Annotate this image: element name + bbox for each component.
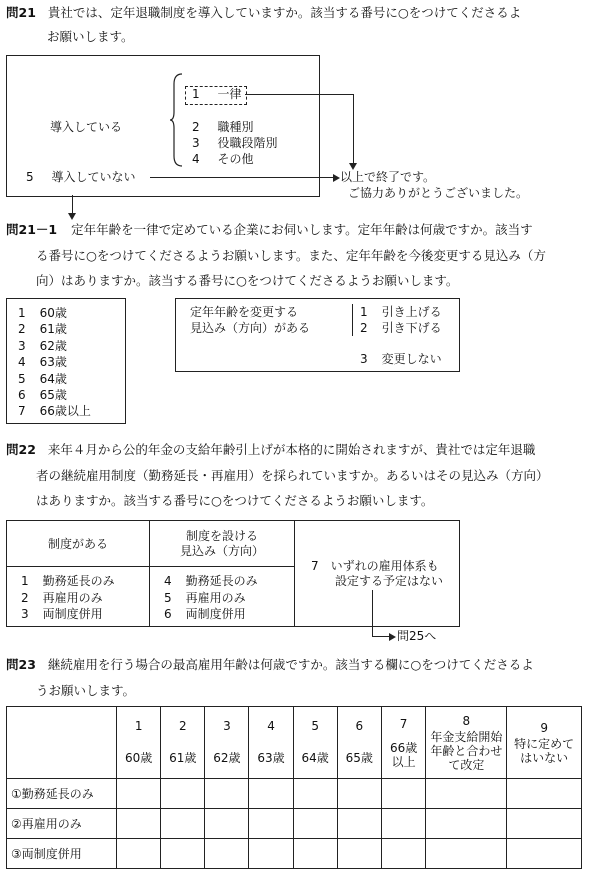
q21-end-text1: 以上で終了です。 [340, 170, 436, 184]
q21-1-age-5[interactable]: 5 64歳 [18, 371, 67, 386]
q23-row-3-label: ③両制度併用 [7, 839, 117, 869]
q23-col-9: 9 特に定めてはいない [507, 707, 582, 779]
q21-end-arrow-line [150, 177, 333, 178]
q21-1-age-list [18, 305, 91, 420]
q21-brace [170, 72, 184, 168]
q23-number: 問23 [6, 657, 36, 672]
q23-cell[interactable] [426, 839, 507, 869]
q23-cell[interactable] [117, 809, 161, 839]
q22-col1-head: 制度がある [7, 521, 150, 567]
q23-cell[interactable] [337, 779, 381, 809]
q21-option-3[interactable] [192, 136, 277, 152]
q23-cell[interactable] [337, 809, 381, 839]
q23-cell[interactable] [161, 809, 205, 839]
q21-option-5[interactable] [26, 170, 135, 186]
q23-row-3 [7, 839, 582, 869]
q21-end-text2: ご協力ありがとうございました。 [348, 186, 529, 200]
q21-text1: 貴社では、定年退職制度を導入していますか。該当する番号に○をつけてくださるよ [47, 5, 522, 20]
q23-col-6: 6 65歳 [337, 707, 381, 779]
q21-1-age-4[interactable]: 4 63歳 [18, 355, 67, 370]
q21-connector-v [353, 94, 354, 164]
q21-option-1-num: 1 [192, 87, 200, 101]
q23-row-2 [7, 809, 582, 839]
q23-text1: 継続雇用を行う場合の最高雇用年齢は何歳ですか。該当する欄に○をつけてくださるよ [47, 657, 534, 672]
q23-col-2: 2 61歳 [161, 707, 205, 779]
q21-text2: お願いします。 [47, 29, 134, 44]
q21-option-5-label: 導入していない [51, 170, 136, 184]
q23-corner [7, 707, 117, 779]
q22-option-4[interactable]: 4 勤務延長のみ [164, 574, 258, 588]
q21-intro-label: 導入している [50, 120, 123, 134]
q21-1-text3: 向）はありますか。該当する番号に○をつけてくださるようお願いします。 [36, 273, 459, 288]
q21-1-age-2[interactable]: 2 61歳 [18, 322, 67, 337]
q23-cell[interactable] [426, 809, 507, 839]
q23-cell[interactable] [205, 809, 249, 839]
q21-1-nochange[interactable]: 3 変更しない [360, 352, 442, 366]
q21-line1 [6, 3, 521, 23]
q23-cell[interactable] [507, 779, 582, 809]
q21-1-change-divider [352, 304, 353, 336]
q23-cell[interactable] [293, 839, 337, 869]
q21-option-4-num: 4 [192, 152, 200, 166]
q21-option-4-label: その他 [217, 152, 254, 166]
q21-option-1-label: 一律 [217, 87, 242, 101]
q21-option-5-num: 5 [26, 170, 34, 184]
q21-1-age-3[interactable]: 3 62歳 [18, 338, 67, 353]
q23-cell[interactable] [249, 809, 293, 839]
q23-cell[interactable] [117, 839, 161, 869]
q22-goto-line-h [372, 636, 390, 637]
q21-option-3-label: 役職段階別 [217, 136, 278, 150]
q23-col-8: 8 年金支給開始年齢と合わせて改定 [426, 707, 507, 779]
q22-text2: 者の継続雇用制度（勤務延長・再雇用）を採られていますか。あるいはその見込み（方向） [36, 468, 549, 483]
q21-end-arrow-head [333, 174, 340, 182]
q21-1-age-6[interactable]: 6 65歳 [18, 388, 67, 403]
q23-col-4: 4 63歳 [249, 707, 293, 779]
q23-line1 [6, 655, 534, 675]
q22-goto-text: 問25へ [397, 629, 437, 643]
q23-cell[interactable] [161, 779, 205, 809]
q22-table [6, 520, 460, 627]
q22-option-1[interactable]: 1 勤務延長のみ [21, 574, 115, 588]
q23-cell[interactable] [205, 779, 249, 809]
q21-connector-head [349, 163, 357, 170]
q21-option-2[interactable] [192, 120, 253, 136]
q23-cell[interactable] [117, 779, 161, 809]
q21-1-change-opt-2[interactable]: 2 引き下げる [360, 321, 442, 335]
q23-col-1: 1 60歳 [117, 707, 161, 779]
q22-option-3[interactable]: 3 両制度併用 [21, 607, 103, 621]
q23-cell[interactable] [337, 839, 381, 869]
q23-cell[interactable] [381, 839, 426, 869]
q22-option-6[interactable]: 6 両制度併用 [164, 607, 246, 621]
q23-cell[interactable] [205, 839, 249, 869]
q22-text3: はありますか。該当する番号に○をつけてくださるようお願いします。 [36, 493, 434, 508]
q22-col2-head: 制度を設ける 見込み（方向） [150, 521, 295, 567]
q22-option-5[interactable]: 5 再雇用のみ [164, 590, 246, 605]
q21-1-down-head [68, 213, 76, 220]
q23-cell[interactable] [381, 779, 426, 809]
q21-option-4[interactable] [192, 152, 253, 168]
q23-cell[interactable] [507, 809, 582, 839]
q21-option-2-num: 2 [192, 120, 200, 134]
q21-1-age-7[interactable]: 7 66歳以上 [18, 404, 91, 419]
q21-1-line1 [6, 220, 533, 240]
q23-cell[interactable] [161, 839, 205, 869]
q21-connector-h [245, 94, 353, 95]
q23-cell[interactable] [249, 779, 293, 809]
q23-cell[interactable] [293, 779, 337, 809]
q22-text1: 来年４月から公的年金の支給年齢引上げが本格的に開始されますが、貴社では定年退職 [47, 442, 536, 457]
q22-goto-line-v [372, 590, 373, 636]
q21-1-change-opt-1[interactable]: 1 引き上げる [360, 305, 442, 319]
q22-option-2[interactable]: 2 再雇用のみ [21, 590, 103, 605]
q22-line1 [6, 440, 535, 460]
q21-1-age-1[interactable]: 1 60歳 [18, 306, 67, 320]
q23-row-2-label: ②再雇用のみ [7, 809, 117, 839]
q21-number: 問21 [6, 5, 36, 20]
q23-col-5: 5 64歳 [293, 707, 337, 779]
q23-row-1 [7, 779, 582, 809]
q21-option-3-num: 3 [192, 136, 200, 150]
q22-goto-arrow [389, 633, 396, 641]
q23-cell[interactable] [249, 839, 293, 869]
q23-col-3: 3 62歳 [205, 707, 249, 779]
q23-col-7: 7 66歳以上 [381, 707, 426, 779]
q22-option-7[interactable]: 7 いずれの雇用体系も 設定する予定はない [295, 521, 460, 627]
q21-1-change-label1: 定年年齢を変更する [190, 305, 299, 319]
q23-cell[interactable] [381, 809, 426, 839]
q23-table [6, 706, 582, 869]
q23-cell[interactable] [507, 839, 582, 869]
q21-1-number: 問21－1 [6, 222, 58, 237]
q22-col1-items [7, 567, 150, 627]
q22-col2-items [150, 567, 295, 627]
q23-text2: うお願いします。 [36, 683, 136, 698]
q23-cell[interactable] [426, 779, 507, 809]
q23-row-1-label: ①勤務延長のみ [7, 779, 117, 809]
q21-option-1[interactable] [192, 87, 241, 103]
q21-1-change-label2: 見込み（方向）がある [190, 321, 311, 335]
q21-1-down-line [72, 195, 73, 215]
q22-number: 問22 [6, 442, 36, 457]
q23-cell[interactable] [293, 809, 337, 839]
q21-1-text2: る番号に○をつけてくださるようお願いします。また、定年年齢を今後変更する見込み（方 [36, 248, 546, 263]
q21-1-text1: 定年年齢を一律で定めている企業にお伺いします。定年年齢は何歳ですか。該当す [71, 222, 533, 237]
q21-option-2-label: 職種別 [217, 120, 254, 134]
